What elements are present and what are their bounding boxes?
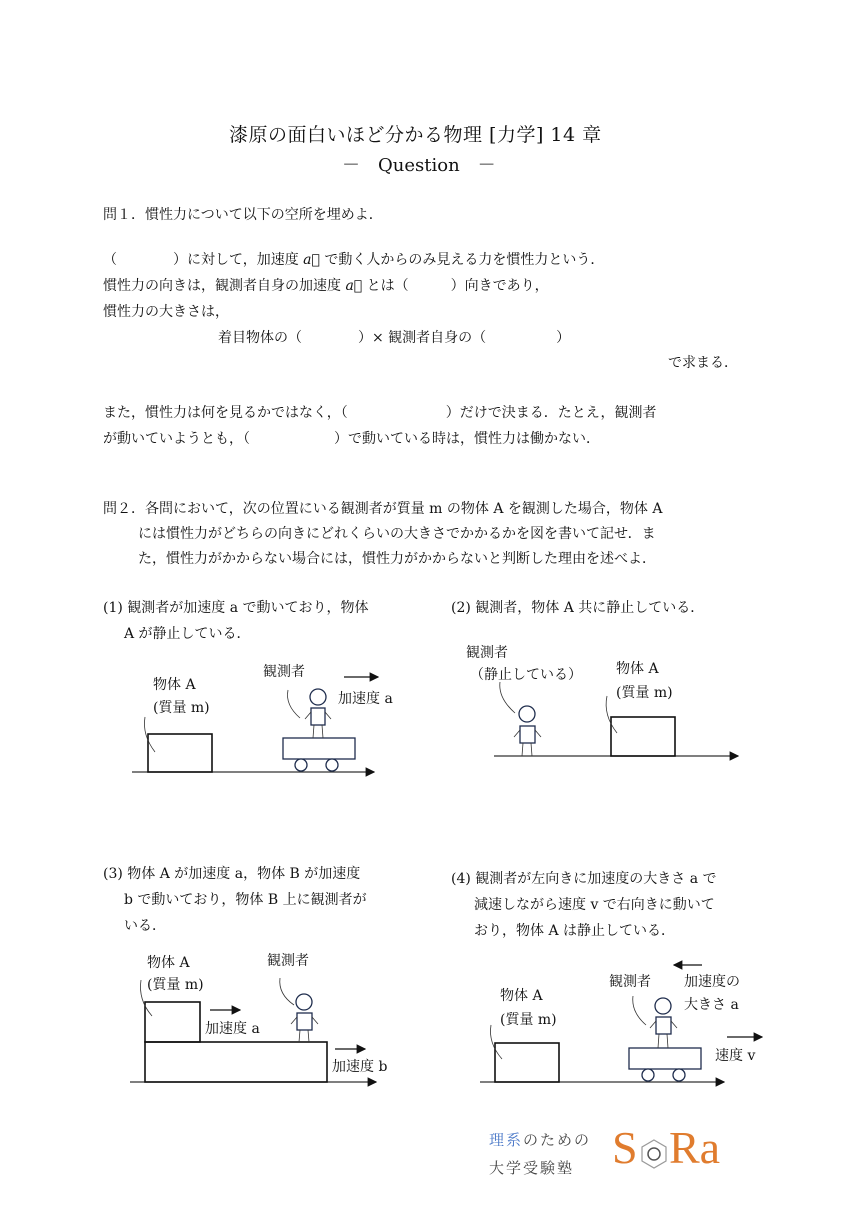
logo-accent-text: 理系 [489, 1131, 524, 1149]
part4-text-line1: 観測者が左向きに加速度の大きさ a で [475, 871, 717, 887]
part3-text-line3: いる． [124, 918, 166, 934]
part2-label-observer: 観測者 [466, 645, 508, 661]
part2-label-observer-state: （静止している） [470, 667, 582, 683]
cart-wheel [642, 1069, 654, 1081]
observer-head [296, 994, 312, 1010]
part4-label-velocity: 速度 v [715, 1048, 756, 1064]
diagram-3 [130, 978, 376, 1082]
q1-line6: また，慣性力は何を見るかではなく，（ ）だけで決まる．たとえ，観測者 [103, 405, 657, 421]
leader-line [280, 978, 294, 1005]
part2-text-line1: 観測者，物体 A 共に静止している． [475, 600, 705, 616]
q1-line1-rest: で動く人からのみ見える力を慣性力という． [319, 252, 605, 268]
logo-brand-s: S [612, 1122, 638, 1173]
observer-body [656, 1017, 671, 1034]
page-subtitle: － Question － [342, 155, 496, 176]
leader-line [288, 690, 301, 718]
part1-text-line2: A が静止している． [124, 626, 251, 642]
part2-label-mass: (質量 m) [616, 685, 673, 701]
part1-label-object: 物体 A [153, 677, 196, 693]
part4-text-line2: 減速しながら速度 v で右向きに動いて [474, 897, 715, 913]
observer-head [519, 706, 535, 722]
object-a-box [145, 1002, 200, 1042]
object-a-box [148, 734, 212, 772]
part1-label-observer: 観測者 [263, 664, 305, 680]
part3-text-line1: 物体 A が加速度 a，物体 B が加速度 [127, 866, 361, 882]
object-a-box [611, 717, 675, 756]
q1-line1-text: （ ）に対して，加速度 [103, 252, 304, 268]
object-a-box [495, 1043, 559, 1082]
vector-a: a⃗ [345, 278, 363, 294]
diagram-1 [132, 677, 378, 772]
part4-text-line3: おり，物体 A は静止している． [474, 923, 676, 939]
part3-label-accel-a: 加速度 a [205, 1021, 260, 1037]
q2-heading-line3: た，慣性力がかからない場合には，慣性力がかからないと判断した理由を述べよ． [138, 551, 656, 567]
q1-line7: が動いていようとも，（ ）で動いている時は，慣性力は働かない． [103, 431, 600, 447]
logo-brand-ra: Ra [669, 1122, 721, 1173]
logo-line1-rest: のための [523, 1131, 592, 1149]
leader-line [500, 682, 515, 713]
observer-head [310, 689, 326, 705]
object-b-box [145, 1042, 327, 1082]
diagram-2 [494, 682, 738, 756]
logo-tagline-line1 [489, 1129, 591, 1150]
part4-label-mass: (質量 m) [500, 1012, 557, 1028]
cart-body [283, 738, 355, 759]
q1-heading: 問１．慣性力について以下の空所を埋めよ． [103, 207, 383, 223]
part4-label-observer: 観測者 [609, 974, 651, 990]
page-title: 漆原の面白いほど分かる物理 [力学] 14 章 [229, 124, 602, 146]
q2-heading-line1: 問２．各問において，次の位置にいる観測者が質量 m の物体 A を観測した場合，物体 A [103, 501, 663, 517]
cart-wheel [673, 1069, 685, 1081]
observer-head [655, 998, 671, 1014]
q1-line2-rest: とは（ ）向きであり， [362, 278, 549, 294]
part2-label-object: 物体 A [616, 661, 659, 677]
leader-line [633, 996, 646, 1025]
q1-line5: で求まる． [668, 355, 738, 371]
part4-label-accel-l1: 加速度の [684, 974, 740, 990]
observer-body [297, 1013, 312, 1030]
part3-label-observer: 観測者 [267, 953, 309, 969]
part3-text-line2: b で動いており，物体 B 上に観測者が [124, 892, 367, 908]
leader-line [490, 1025, 502, 1059]
part4-num: (4) [451, 871, 471, 887]
logo-tagline-line2: 大学受験塾 [489, 1159, 575, 1177]
part3-label-mass: (質量 m) [147, 977, 204, 993]
part1-label-mass: (質量 m) [153, 700, 210, 716]
vector-a: a⃗ [303, 252, 320, 268]
part1-text-line1: 観測者が加速度 a で動いており，物体 [127, 600, 369, 616]
part4-label-object: 物体 A [500, 988, 543, 1004]
q2-heading-line2: には慣性力がどちらの向きにどれくらいの大きさでかかるかを図を書いて記せ．ま [138, 526, 656, 542]
cart-wheel [295, 759, 307, 771]
observer-body [520, 726, 535, 743]
part1-label-accel: 加速度 a [338, 691, 393, 707]
part3-label-accel-b: 加速度 b [332, 1059, 388, 1075]
observer-body [311, 708, 325, 725]
q1-line4: 着目物体の（ ）× 観測者自身の（ ） [218, 330, 571, 346]
part3-label-object: 物体 A [147, 955, 190, 971]
leader-line [140, 980, 152, 1016]
logo-hexagon-icon [642, 1140, 666, 1168]
part3-num: (3) [103, 866, 123, 882]
diagram-4 [480, 965, 762, 1082]
q1-line3: 慣性力の大きさは， [103, 304, 229, 320]
cart-wheel [326, 759, 338, 771]
part1-num: (1) [103, 600, 123, 616]
part2-num: (2) [451, 600, 471, 616]
part4-label-accel-l2: 大きさ a [684, 997, 739, 1013]
q1-line2-text: 慣性力の向きは，観測者自身の加速度 [103, 278, 346, 294]
cart-body [629, 1048, 701, 1069]
